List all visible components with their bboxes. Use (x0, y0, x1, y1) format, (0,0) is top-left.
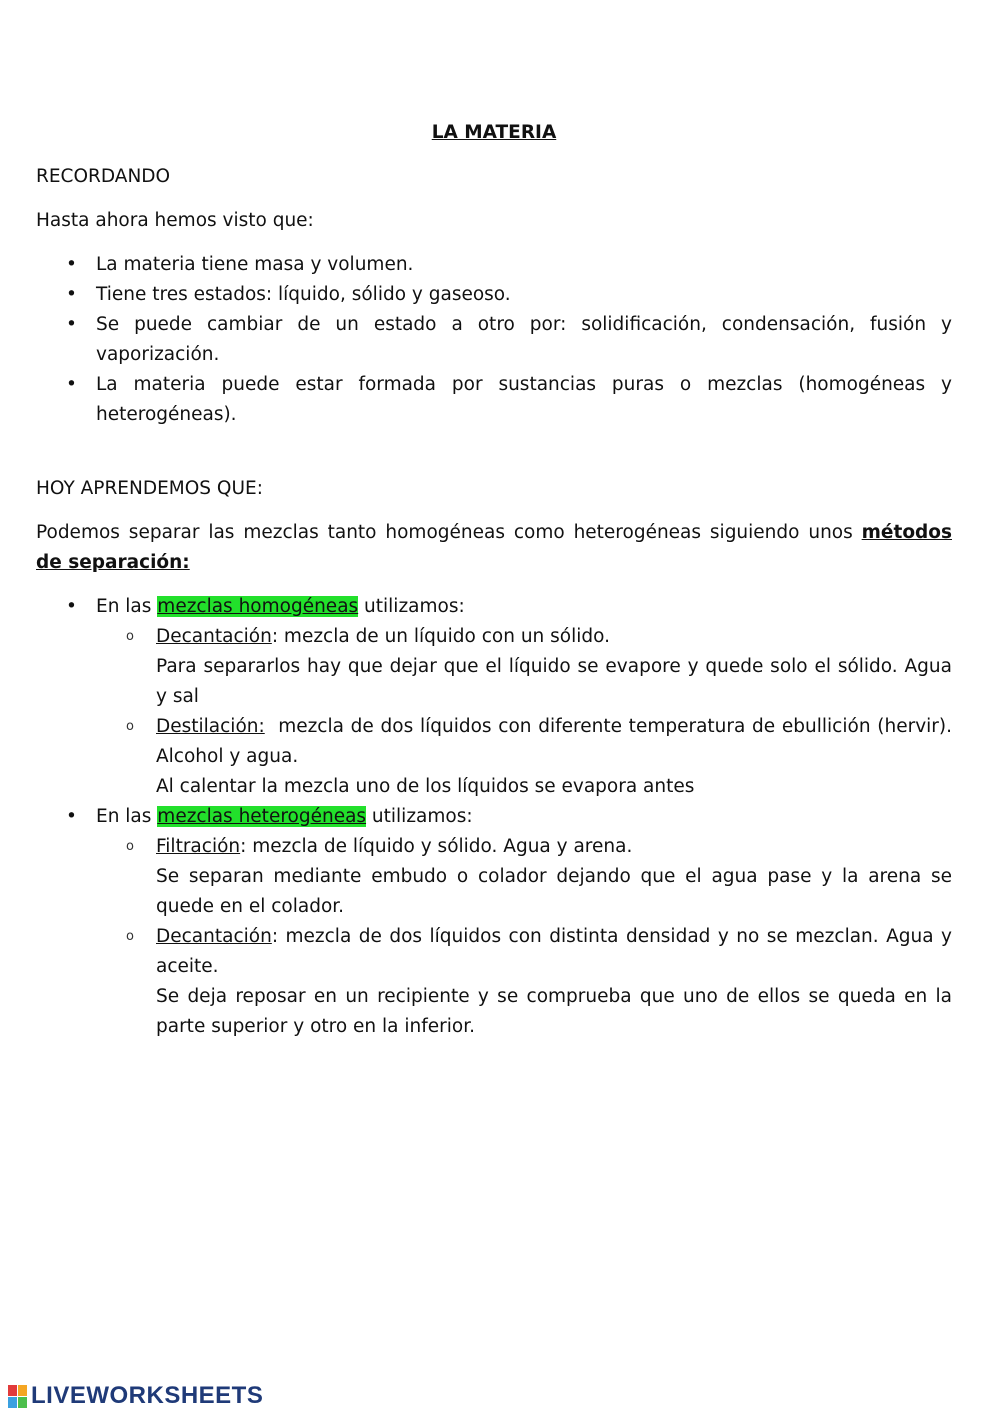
logo-block (8, 1397, 17, 1408)
circle-bullet-icon: o (126, 629, 134, 644)
circle-bullet-icon: o (126, 719, 134, 734)
method-term: Filtración (156, 836, 241, 857)
recordando-list (36, 250, 952, 430)
sublist-heterogeneas (96, 832, 952, 1042)
logo-block (8, 1385, 17, 1396)
bullet-icon: • (66, 806, 77, 827)
sublist-homogeneas (96, 622, 958, 802)
methods-list (36, 592, 958, 1042)
worksheet-page (36, 118, 958, 1042)
sub-list-item: o Decantación: mezcla de dos líquidos con distinta densidad y no se mezclan. Agua y aceite. Se deja reposar en un recipiente y se comprueba que uno de ellos se queda en la parte superior y otro en la inferior. (96, 922, 952, 1042)
circle-bullet-icon: o (126, 929, 134, 944)
sub-list-item: o Decantación: mezcla de un líquido con un sólido. Para separarlos hay que dejar que el líquido se evapore y quede solo el sólido. Agua y sal (96, 622, 952, 712)
liveworksheets-logo[interactable] (8, 1383, 263, 1409)
spacer (36, 430, 952, 474)
list-item: • La materia puede estar formada por sustancias puras o mezclas (homogéneas y heterogéneas). (36, 370, 952, 430)
circle-bullet-icon: o (126, 839, 134, 854)
list-item: • La materia tiene masa y volumen. (36, 250, 952, 280)
logo-block (18, 1397, 27, 1408)
method-term: Destilación: (156, 716, 265, 737)
list-item: • Tiene tres estados: líquido, sólido y gaseoso. (36, 280, 952, 310)
page-title: LA MATERIA (431, 122, 557, 143)
bullet-icon: • (66, 314, 77, 335)
list-item-homogeneas: • En las mezclas homogéneas utilizamos: o Decantación: mezcla de un líquido con un sólido. Para separarlos hay que dejar que el líquido se evapore y quede solo el sólido. Agua y sal o Destilación: mezcla de dos líquidos con diferente temperatura de ebullición (hervir). Alcohol y agua. Al calentar la mezcla uno de los líquidos se evapora antes (36, 592, 952, 802)
hoy-intro: Podemos separar las mezclas tanto homogéneas como heterogéneas siguiendo unos métodos de separación: (36, 522, 952, 573)
section-heading-hoy: HOY APRENDEMOS QUE: (36, 478, 263, 499)
methods-emphasis: métodos de separación: (36, 522, 952, 573)
highlight-heterogeneas: mezclas heterogéneas (157, 806, 367, 827)
list-item-heterogeneas: • En las mezclas heterogéneas utilizamos: o Filtración: mezcla de líquido y sólido. Agua y arena. Se separan mediante embudo o colador dejando que el agua pase y la arena se quede en el colador. o Decantación: mezcla de dos líquidos con distinta densidad y no se mezclan. Agua y aceite. Se deja reposar en un recipiente y se comprueba que uno de ellos se queda en la parte superior y otro en la inferior. (36, 802, 952, 1042)
highlight-homogeneas: mezclas homogéneas (157, 596, 359, 617)
section-heading-recordando: RECORDANDO (36, 166, 171, 187)
logo-blocks-icon (8, 1385, 27, 1408)
bullet-icon: • (66, 596, 77, 617)
bullet-icon: • (66, 284, 77, 305)
list-item: • Se puede cambiar de un estado a otro por: solidificación, condensación, fusión y vaporización. (36, 310, 952, 370)
sub-list-item: o Destilación: mezcla de dos líquidos con diferente temperatura de ebullición (hervir). Alcohol y agua. Al calentar la mezcla uno de los líquidos se evapora antes (96, 712, 952, 802)
logo-text: LIVEWORKSHEETS (31, 1382, 264, 1409)
recordando-intro: Hasta ahora hemos visto que: (36, 210, 314, 231)
logo-block (18, 1385, 27, 1396)
method-term: Decantación (156, 626, 272, 647)
bullet-icon: • (66, 254, 77, 275)
sub-list-item: o Filtración: mezcla de líquido y sólido. Agua y arena. Se separan mediante embudo o colador dejando que el agua pase y la arena se quede en el colador. (96, 832, 952, 922)
bullet-icon: • (66, 374, 77, 395)
method-term: Decantación (156, 926, 272, 947)
